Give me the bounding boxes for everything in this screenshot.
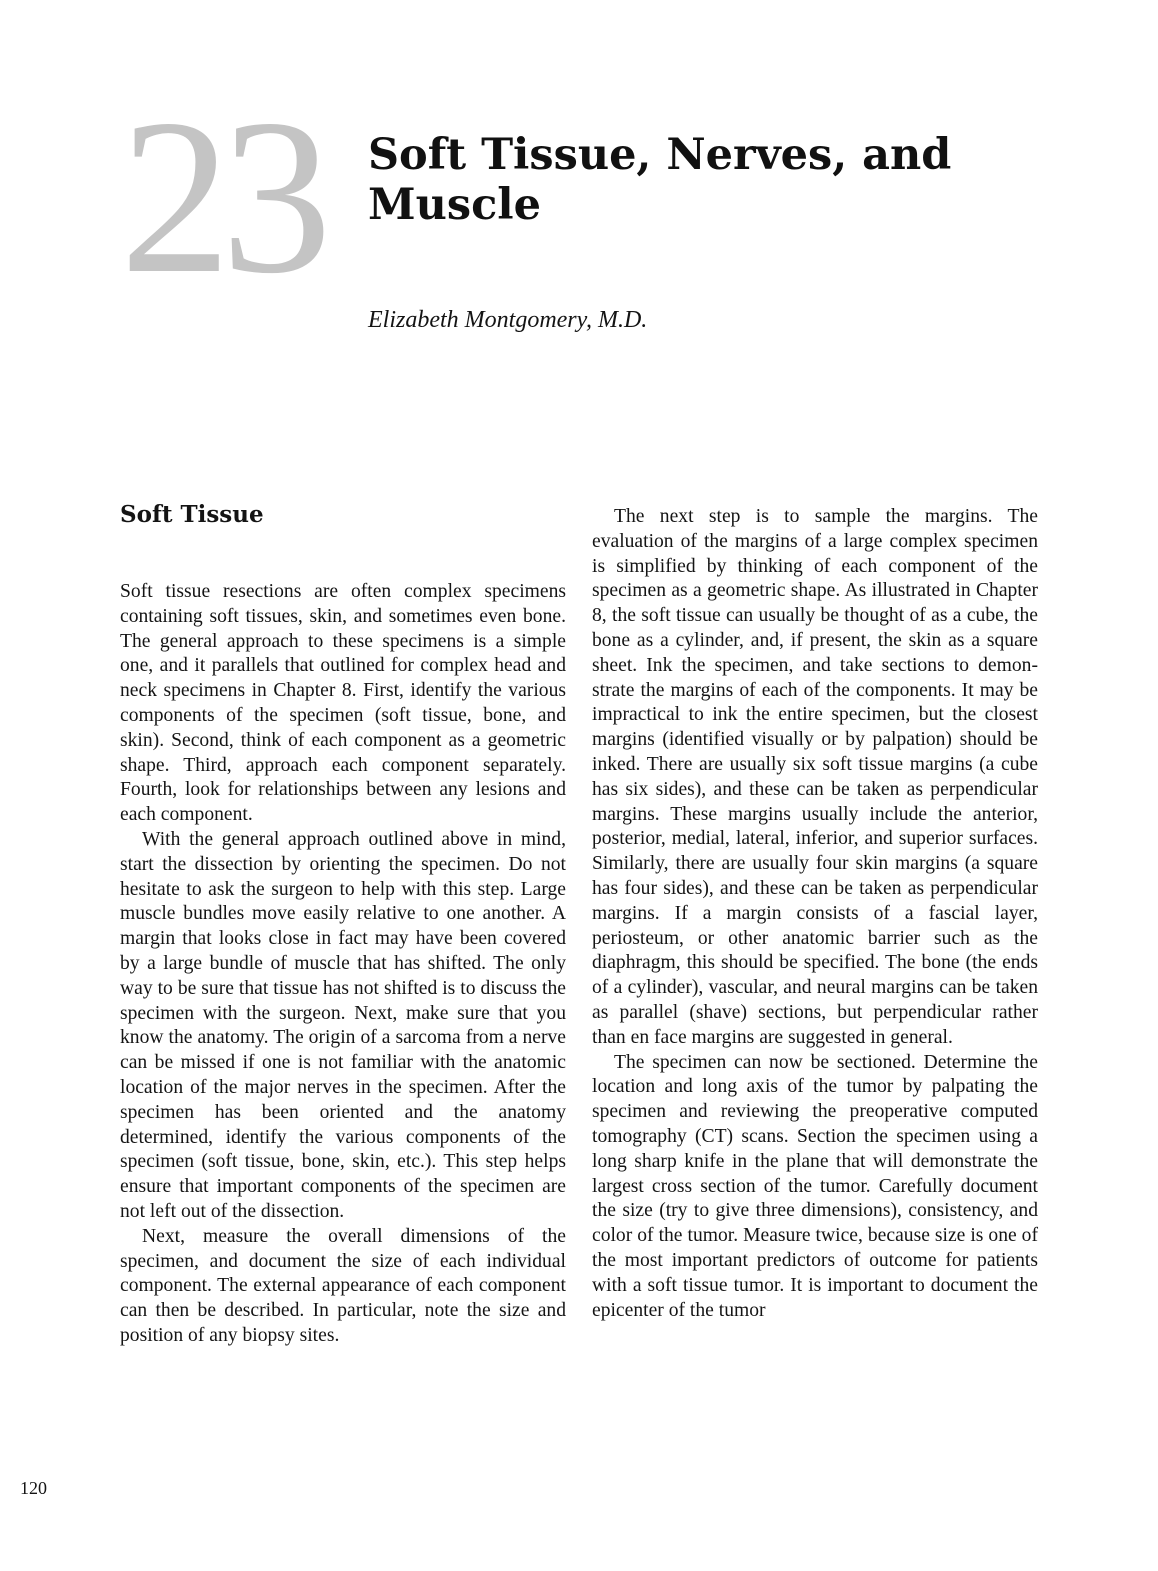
chapter-number: 23: [120, 74, 322, 320]
paragraph: Next, measure the overall dimensions of the specimen, and document the size of each individual component. The external appearance of each component can then be described. In particular, note the size and position of any biopsy sites.: [120, 1225, 566, 1346]
right-column: [592, 505, 1038, 1323]
paragraph: The specimen can now be sectioned. Determine the location and long axis of the tumor by palpating the specimen and reviewing the preoperative computed tomography (CT) scans. Section the specimen using a long sharp knife in the plane that will demonstrate the largest cross section of the tumor. Carefully document the size (try to give three dimensions), consistency, and color of the tumor. Measure twice, because size is one of the most important predictors of outcome for patients with a soft tissue tumor. It is important to document the epicenter of the tumor: [592, 1051, 1038, 1321]
chapter-title: Soft Tissue, Nerves, and Muscle: [368, 130, 952, 230]
author-name: Elizabeth Montgomery, M.D.: [368, 307, 648, 333]
left-column: [120, 580, 566, 1349]
paragraph: The next step is to sample the margins. The evaluation of the margins of a large complex specimen is simplified by thinking of each component of the specimen as a geometric shape. As illustrated in Chapter 8, the soft tissue can usually be thought of as a cube, the bone as a cylinder, and, if present, the skin as a square sheet. Ink the specimen, and take sections to demonstrate the margins of each of the components. It may be impractical to ink the entire specimen, but the closest margins (identified visually or by palpation) should be inked. There are usually six soft tissue margins (a cube has six sides), and these can be taken as perpendicular margins. These margins usually include the anterior, posterior, medial, lateral, inferior, and superior surfaces. Similarly, there are usually four skin margins (a square has four sides), and these can be taken as perpendicular margins. If a margin consists of a fascial layer, periosteum, or other anatomic barrier such as the diaphragm, this should be specified. The bone (the ends of a cylinder), vascular, and neural margins can be taken as parallel (shave) sections, but perpendicular rather than en face margins are suggested in general.: [592, 506, 1038, 1048]
page-number: 120: [20, 1478, 47, 1498]
paragraph: Soft tissue resections are often complex specimens containing soft tissues, skin, and sometimes even bone. The general approach to these specimens is a simple one, and it parallels that outlined for complex head and neck specimens in Chapter 8. First, identify the various components of the specimen (soft tissue, bone, and skin). Second, think of each component as a geometric shape. Third, approach each component separately. Fourth, look for relationships between any lesions and each component.: [120, 581, 566, 826]
paragraph: With the general approach outlined above in mind, start the dissection by orienting the specimen. Do not hesitate to ask the surgeon to help with this step. Large muscle bundles move easily relative to one another. A margin that looks close in fact may have been covered by a large bundle of muscle that has shifted. The only way to be sure that tissue has not shifted is to discuss the specimen with the surgeon. Next, make sure that you know the anatomy. The origin of a sarcoma from a nerve can be missed if one is not familiar with the anatomic location of the major nerves in the specimen. After the specimen has been oriented and the anatomy determined, identify the various components of the specimen (soft tissue, bone, skin, etc.). This step helps ensure that important components of the specimen are not left out of the dissection.: [120, 828, 566, 1222]
section-heading: Soft Tissue: [120, 501, 264, 528]
